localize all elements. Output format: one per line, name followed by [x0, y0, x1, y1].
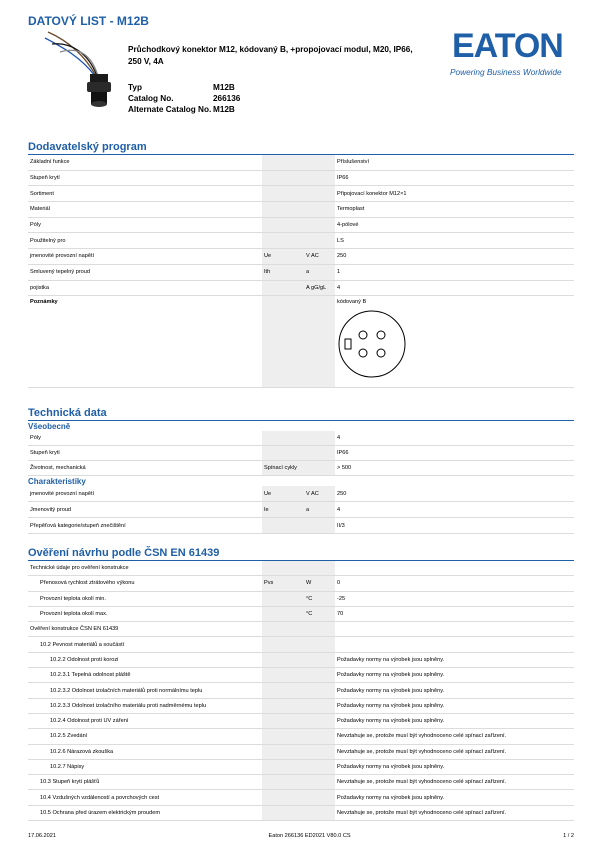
table-row — [28, 606, 574, 621]
cell-unit — [304, 775, 335, 790]
cell-sym — [262, 698, 304, 713]
cell-label: Použitelný pro — [28, 233, 262, 249]
cell-sym — [262, 446, 304, 461]
table-row — [28, 713, 574, 728]
cell-unit — [304, 683, 335, 698]
svg-text:EATON: EATON — [452, 30, 563, 60]
cell-value: 250 — [335, 486, 574, 502]
program-section — [28, 141, 574, 388]
cell-unit: V AC — [304, 486, 335, 502]
cell-sym: Ie — [262, 502, 304, 518]
cell-label: Provozní teplota okolí min. — [28, 591, 262, 606]
table-row — [28, 264, 574, 280]
cell-unit — [304, 790, 335, 805]
cell-label: 10.2 Pevnost materiálů a součástí — [28, 637, 262, 652]
cell-sym — [262, 668, 304, 683]
cell-label: Póly — [28, 217, 262, 233]
verification-table — [28, 561, 574, 821]
cell-sym — [262, 713, 304, 728]
cell-value: > 500 — [335, 461, 574, 476]
table-row — [28, 170, 574, 186]
cell-sym: Pvs — [262, 576, 304, 591]
cell-unit: a — [304, 502, 335, 518]
table-row — [28, 461, 574, 476]
cell-sym — [262, 186, 304, 202]
cell-sym — [262, 233, 304, 249]
cell-unit — [304, 805, 335, 820]
cell-unit — [304, 186, 335, 202]
cell-label: Provozní teplota okolí max. — [28, 606, 262, 621]
cell-value: II/3 — [335, 518, 574, 534]
table-row — [28, 202, 574, 218]
cell-value: Nevztahuje se, protože musí být vyhodnoceno celé spínací zařízení. — [335, 744, 574, 759]
cell-sym — [262, 606, 304, 621]
cell-sym — [262, 155, 304, 170]
cell-value: IP66 — [335, 170, 574, 186]
cell-sym — [262, 805, 304, 820]
cell-label: Ověření konstrukce ČSN EN 61439 — [28, 622, 262, 637]
cell-sym — [262, 431, 304, 446]
cell-label: Materiál — [28, 202, 262, 218]
cell-unit: a — [304, 264, 335, 280]
char-table — [28, 486, 574, 534]
cell-sym — [262, 622, 304, 637]
cell-value: Příslušenství — [335, 155, 574, 170]
table-row — [28, 155, 574, 170]
cell-unit — [304, 622, 335, 637]
tagline: Powering Business Worldwide — [450, 67, 562, 77]
cell-unit — [304, 744, 335, 759]
cell-label: Póly — [28, 431, 262, 446]
cell-unit: °C — [304, 591, 335, 606]
cell-value: Požadavky normy na výrobek jsou splněny. — [335, 668, 574, 683]
cell-value: LS — [335, 233, 574, 249]
cell-label: Technické údaje pro ověření konstrukce — [28, 561, 262, 576]
cell-label: Základní funkce — [28, 155, 262, 170]
cell-unit: °C — [304, 606, 335, 621]
cell-value: Požadavky normy na výrobek jsou splněny. — [335, 790, 574, 805]
footer — [28, 833, 574, 839]
cell-sym: Spínací cykly — [262, 461, 304, 476]
technical-title: Technická data — [28, 407, 574, 421]
footer-page: 1 / 2 — [563, 833, 574, 839]
cell-label: Životnost, mechanická — [28, 461, 262, 476]
cell-unit — [304, 729, 335, 744]
char-subtitle: Charakteristiky — [28, 477, 86, 486]
table-row — [28, 683, 574, 698]
table-row — [28, 698, 574, 713]
cell-label: 10.5 Ochrana před úrazem elektrickým proudem — [28, 805, 262, 820]
cell-label: 10.2.7 Nápisy — [28, 759, 262, 774]
cell-value: IP66 — [335, 446, 574, 461]
table-row — [28, 502, 574, 518]
cell-sym — [262, 170, 304, 186]
table-row — [28, 186, 574, 202]
cell-sym: Ue — [262, 486, 304, 502]
cell-sym: Ith — [262, 264, 304, 280]
cell-value: Nevztahuje se, protože musí být vyhodnoceno celé spínací zařízení. — [335, 805, 574, 820]
program-title: Dodavatelský program — [28, 141, 574, 155]
cell-label: 10.2.6 Nárazová zkouška — [28, 744, 262, 759]
product-description: Průchodkový konektor M12, kódovaný B, +propojovací modul, M20, IP66, 250 V, 4A — [128, 45, 413, 66]
cell-unit — [304, 170, 335, 186]
cell-sym — [262, 683, 304, 698]
table-row — [28, 576, 574, 591]
cell-value: Nevztahuje se, protože musí být vyhodnoceno celé spínací zařízení. — [335, 775, 574, 790]
cell-sym — [262, 561, 304, 576]
cell-sym — [262, 790, 304, 805]
cell-unit: W — [304, 576, 335, 591]
table-row — [28, 790, 574, 805]
cell-sym: Ue — [262, 249, 304, 265]
cell-label: 10.2.3.2 Odolnost izolačních materiálů proti normálnímu teplu — [28, 683, 262, 698]
cell-value: 4 — [335, 502, 574, 518]
cell-label: pojistka — [28, 280, 262, 296]
id-block: Typ M12B Catalog No. 266136 Alternate Catalog No. M12B — [128, 83, 241, 114]
cell-sym — [262, 591, 304, 606]
table-row — [28, 249, 574, 265]
cell-sym — [262, 729, 304, 744]
table-row — [28, 759, 574, 774]
table-row — [28, 775, 574, 790]
cell-label: 10.2.2 Odolnost proti korozi — [28, 652, 262, 667]
cell-label: Jmenovitý proud — [28, 502, 262, 518]
cell-value: 70 — [335, 606, 574, 621]
cell-sym — [262, 744, 304, 759]
cell-value: Nevztahuje se, protože musí být vyhodnoceno celé spínací zařízení. — [335, 729, 574, 744]
cell-unit — [304, 652, 335, 667]
cell-label: 10.2.3.3 Odolnost izolačního materiálu proti nadměrnému teplu — [28, 698, 262, 713]
cell-value: 0 — [335, 576, 574, 591]
cell-value: -25 — [335, 591, 574, 606]
cell-unit — [304, 431, 335, 446]
cell-unit — [304, 518, 335, 534]
cell-value: Požadavky normy na výrobek jsou splněny. — [335, 713, 574, 728]
cell-value: Požadavky normy na výrobek jsou splněny. — [335, 759, 574, 774]
product-image — [40, 26, 120, 111]
table-row — [28, 622, 574, 637]
cell-value: 1 — [335, 264, 574, 280]
cell-sym — [262, 652, 304, 667]
table-row — [28, 591, 574, 606]
cell-label: Stupeň krytí — [28, 170, 262, 186]
cell-value: Požadavky normy na výrobek jsou splněny. — [335, 683, 574, 698]
verification-section — [28, 547, 574, 821]
table-row — [28, 652, 574, 667]
cell-unit — [304, 155, 335, 170]
technical-section — [28, 407, 574, 534]
cell-sym — [262, 280, 304, 296]
cell-label: Smluvený tepelný proud — [28, 264, 262, 280]
table-row — [28, 805, 574, 820]
eaton-logo — [450, 30, 575, 77]
cell-label: jmenovité provozní napětí — [28, 486, 262, 502]
cell-unit — [304, 217, 335, 233]
cell-value: Požadavky normy na výrobek jsou splněny. — [335, 652, 574, 667]
cell-label: Stupeň krytí — [28, 446, 262, 461]
cell-unit — [304, 637, 335, 652]
footer-doc: Eaton 266136 ED2021 V80.0 CS — [268, 833, 351, 839]
cell-unit — [304, 713, 335, 728]
cell-unit — [304, 668, 335, 683]
cell-value: Požadavky normy na výrobek jsou splněny. — [335, 698, 574, 713]
table-row — [28, 744, 574, 759]
table-row — [28, 561, 574, 576]
cell-value: Termoplast — [335, 202, 574, 218]
cell-unit — [304, 446, 335, 461]
cell-unit — [304, 202, 335, 218]
cell-sym — [262, 217, 304, 233]
cell-unit — [304, 233, 335, 249]
table-row — [28, 486, 574, 502]
general-subtitle: Všeobecně — [28, 422, 71, 431]
table-row — [28, 637, 574, 652]
cell-label: 10.2.5 Zvedání — [28, 729, 262, 744]
cell-sym — [262, 775, 304, 790]
cell-label: 10.2.3.1 Tepelná odolnost pláště — [28, 668, 262, 683]
cell-value: 4 — [335, 280, 574, 296]
footer-date: 17.06.2021 — [28, 833, 56, 839]
cell-unit — [304, 698, 335, 713]
cell-label: Přepěťová kategorie/stupeň znečištění — [28, 518, 262, 534]
cell-unit — [304, 561, 335, 576]
pin-diagram — [337, 309, 407, 379]
table-row — [28, 668, 574, 683]
page-title: DATOVÝ LIST - M12B — [28, 14, 149, 28]
cell-label: 10.4 Vzdušných vzdáleností a povrchových cest — [28, 790, 262, 805]
table-row — [28, 431, 574, 446]
cell-label: Sortiment — [28, 186, 262, 202]
cell-sym — [262, 637, 304, 652]
table-row — [28, 729, 574, 744]
cell-label: 10.3 Stupeň krytí plášťů — [28, 775, 262, 790]
cell-value: 4-pólové — [335, 217, 574, 233]
cell-sym — [262, 202, 304, 218]
cell-value — [335, 622, 574, 637]
cell-value — [335, 561, 574, 576]
table-row — [28, 233, 574, 249]
cell-unit — [304, 759, 335, 774]
table-row — [28, 446, 574, 461]
cell-sym — [262, 518, 304, 534]
table-row — [28, 280, 574, 296]
cell-value — [335, 637, 574, 652]
table-row — [28, 217, 574, 233]
cell-value: Připojovací konektor M12×1 — [335, 186, 574, 202]
cell-label: jmenovité provozní napětí — [28, 249, 262, 265]
cell-unit — [304, 461, 335, 476]
cell-unit: V AC — [304, 249, 335, 265]
cell-unit: A gG/gL — [304, 280, 335, 296]
cell-sym — [262, 759, 304, 774]
cell-value: 250 — [335, 249, 574, 265]
general-table — [28, 431, 574, 476]
table-row — [28, 518, 574, 534]
verification-title: Ověření návrhu podle ČSN EN 61439 — [28, 547, 574, 561]
program-table — [28, 155, 574, 388]
cell-label: Přenosová rychlost ztrátového výkonu — [28, 576, 262, 591]
cell-value: 4 — [335, 431, 574, 446]
cell-label: 10.2.4 Odolnost proti UV záření — [28, 713, 262, 728]
notes-row: Poznámky kódovaný B — [28, 296, 574, 388]
